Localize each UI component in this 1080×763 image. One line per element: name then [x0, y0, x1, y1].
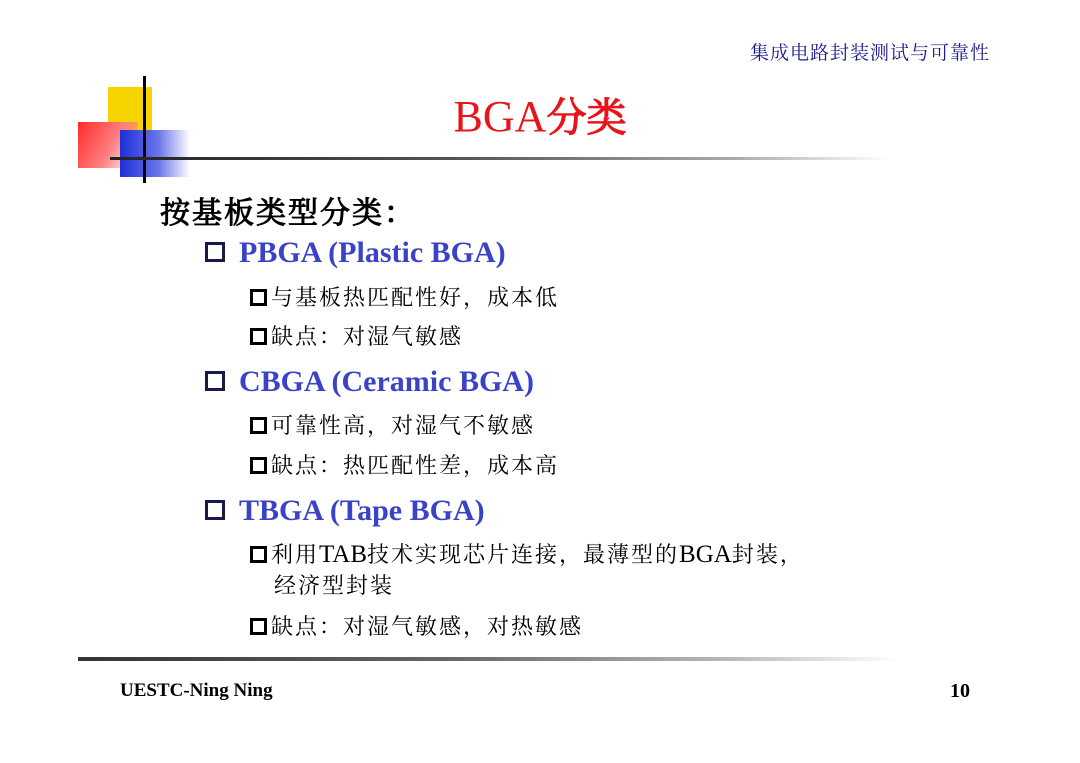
square-bullet-icon	[205, 242, 225, 262]
square-bullet-icon	[250, 328, 267, 345]
sub-bullet-cbga-1	[250, 412, 535, 442]
title-latin: BGA	[453, 92, 547, 141]
square-bullet-icon	[250, 289, 267, 306]
title-divider-line	[110, 157, 890, 160]
sub-bullet-text: 利用	[271, 543, 320, 568]
sub-bullet-tbga-2	[250, 613, 583, 643]
sub-bullet-text: 封装，	[731, 543, 804, 568]
bullet-tbga	[205, 494, 485, 528]
sub-bullet-continuation: 经济型封装	[274, 573, 395, 599]
sub-bullet-text: 技术实现芯片连接，最薄型的	[367, 543, 680, 568]
slide-title	[0, 86, 1080, 143]
sub-bullet-text-latin: TAB	[319, 541, 368, 568]
bullet-cbga	[205, 365, 534, 399]
bullet-cbga-label: CBGA (Ceramic BGA)	[239, 365, 534, 398]
square-bullet-icon	[250, 618, 267, 635]
footer-divider-line	[78, 657, 898, 661]
section-heading: 按基板类型分类：	[160, 196, 416, 231]
bullet-tbga-label: TBGA (Tape BGA)	[239, 494, 485, 527]
square-bullet-icon	[205, 500, 225, 520]
square-bullet-icon	[250, 457, 267, 474]
sub-bullet-text: 缺点：对湿气敏感	[271, 325, 464, 350]
sub-bullet-cbga-2	[250, 452, 559, 482]
sub-bullet-text: 可靠性高，对湿气不敏感	[271, 414, 536, 439]
sub-bullet-pbga-1	[250, 284, 559, 314]
bullet-pbga	[205, 236, 506, 270]
square-bullet-icon	[250, 546, 267, 563]
sub-bullet-text: 与基板热匹配性好，成本低	[271, 286, 560, 311]
sub-bullet-pbga-2	[250, 323, 463, 353]
page-number: 10	[950, 680, 970, 702]
square-bullet-icon	[205, 371, 225, 391]
square-bullet-icon	[250, 417, 267, 434]
sub-bullet-text: 缺点：对湿气敏感，对热敏感	[271, 615, 584, 640]
sub-bullet-text-latin: BGA	[679, 541, 732, 568]
course-header: 集成电路封装测试与可靠性	[749, 42, 990, 64]
bullet-pbga-label: PBGA (Plastic BGA)	[239, 236, 506, 269]
sub-bullet-text: 缺点：热匹配性差，成本高	[271, 454, 560, 479]
footer-author: UESTC-Ning Ning	[120, 680, 273, 701]
sub-bullet-tbga-1	[250, 538, 804, 601]
title-chinese: 分类	[546, 94, 627, 141]
